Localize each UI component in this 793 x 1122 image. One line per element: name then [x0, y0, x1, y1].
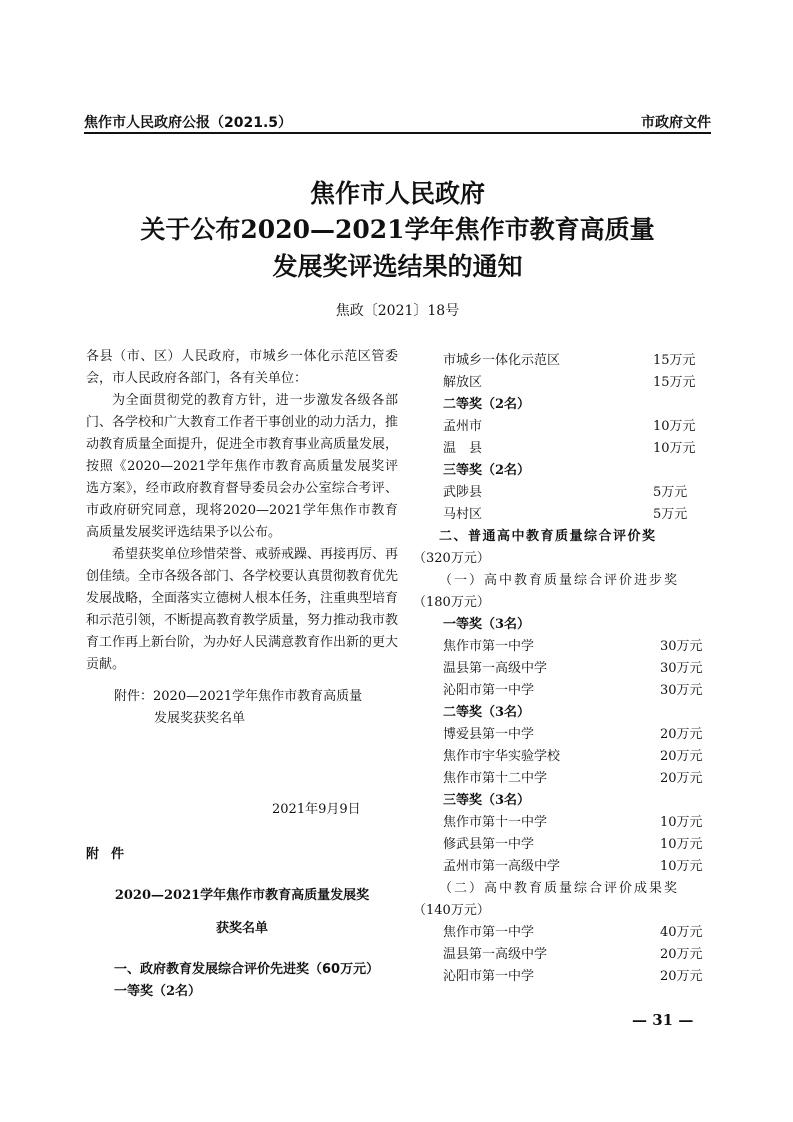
award-name: 温县第一高级中学 — [443, 661, 548, 676]
award-row — [413, 504, 713, 526]
award-name: 焦作市第一中学 — [443, 639, 535, 654]
title-line-3: 发展奖评选结果的通知 — [272, 252, 523, 281]
award-amount: 20万元 — [660, 749, 703, 764]
header-rule — [84, 132, 711, 134]
attachment-line-2: 发展奖获奖名单 — [154, 711, 246, 726]
running-header — [84, 110, 711, 132]
award-row — [413, 856, 713, 878]
award-row — [413, 372, 713, 394]
award-name: 孟州市第一高级中学 — [443, 859, 561, 874]
section-2-heading: 二、普通高中教育质量综合评价奖 — [439, 529, 657, 544]
award-amount: 30万元 — [660, 639, 703, 654]
title-line-2: 关于公布2020—2021学年焦作市教育高质量 — [140, 215, 655, 244]
award-row — [413, 812, 713, 834]
award-name: 焦作市第十二中学 — [443, 771, 548, 786]
award-amount: 10万元 — [660, 815, 703, 830]
title-line-1: 焦作市人民政府 — [309, 179, 485, 208]
award-name: 孟州市 — [443, 419, 483, 434]
award-amount: 30万元 — [660, 683, 703, 698]
award-name: 马村区 — [443, 507, 483, 522]
award-amount: 10万元 — [660, 837, 703, 852]
attachment-label: 附件 — [86, 847, 137, 862]
award-amount: 20万元 — [660, 771, 703, 786]
page-number: — 31 — — [632, 1011, 694, 1029]
award-row — [413, 944, 713, 966]
issue-date: 2021年9月9日 — [272, 802, 361, 817]
paragraph-1: 为全面贯彻党的教育方针，进一步激发各级各部门、各学校和广大教育工作者干事创业的动力活力，推动教育质量全面提升，促进全市教育事业高质量发展，按照《2020—2021学年焦作市教育高质量发展奖评选方案》，经市政府教育督导委员会办公室综合考评、市政府研究同意，现将2020—2021学年焦作市教育高质量发展奖评选结果予以公布。 — [86, 393, 399, 540]
award-row — [413, 636, 713, 658]
award-amount: 30万元 — [660, 661, 703, 676]
left-column — [86, 346, 398, 730]
award-row — [413, 768, 713, 790]
tier-heading: 三等奖（3名） — [443, 793, 531, 808]
award-row — [413, 724, 713, 746]
award-name: 沁阳市第一中学 — [443, 683, 535, 698]
award-amount: 10万元 — [660, 859, 703, 874]
award-row — [413, 658, 713, 680]
award-amount: 15万元 — [653, 375, 696, 390]
award-amount: 15万元 — [653, 353, 696, 368]
award-row — [413, 350, 713, 372]
award-row — [413, 680, 713, 702]
right-column — [413, 350, 713, 988]
award-name: 焦作市第一中学 — [443, 925, 535, 940]
award-row — [413, 416, 713, 438]
award-row — [413, 746, 713, 768]
tier-heading: 二等奖（3名） — [443, 705, 531, 720]
award-name: 沁阳市第一中学 — [443, 969, 535, 984]
subsection-2-heading-cont: （140万元） — [413, 903, 490, 918]
salutation: 各县（市、区）人民政府，市城乡一体化示范区管委会，市人民政府各部门，各有关单位： — [86, 349, 398, 386]
award-row — [413, 966, 713, 988]
subsection-2-heading: （二）高中教育质量综合评价成果奖 — [439, 881, 680, 896]
award-amount: 40万元 — [660, 925, 703, 940]
section-1-heading: 一、政府教育发展综合评价先进奖（60万元） — [114, 962, 380, 977]
attachment-title-line-1: 2020—2021学年焦作市教育高质量发展奖 — [114, 888, 370, 903]
award-amount: 10万元 — [653, 419, 696, 434]
award-name: 博爱县第一中学 — [443, 727, 535, 742]
award-row — [413, 482, 713, 504]
section-2-heading-cont: （320万元） — [413, 551, 490, 566]
award-name: 市城乡一体化示范区 — [443, 353, 561, 368]
award-name: 武陟县 — [443, 485, 483, 500]
tier-heading: 三等奖（2名） — [443, 463, 531, 478]
section-label: 市政府文件 — [641, 115, 711, 131]
award-amount: 20万元 — [660, 727, 703, 742]
award-name: 修武县第一中学 — [443, 837, 535, 852]
tier-heading: 二等奖（2名） — [443, 397, 531, 412]
award-name: 解放区 — [443, 375, 483, 390]
attachment-title-line-2: 获奖名单 — [215, 921, 268, 936]
award-row — [413, 922, 713, 944]
award-amount: 20万元 — [660, 969, 703, 984]
award-amount: 20万元 — [660, 947, 703, 962]
award-name: 焦作市宇华实验学校 — [443, 749, 561, 764]
award-amount: 10万元 — [653, 441, 696, 456]
award-row — [413, 438, 713, 460]
award-amount: 5万元 — [653, 507, 688, 522]
section-1-tier-1: 一等奖（2名） — [114, 984, 202, 999]
award-row — [413, 834, 713, 856]
award-name: 温 县 — [443, 441, 483, 456]
document-number: 焦政〔2021〕18号 — [335, 303, 460, 319]
award-amount: 5万元 — [653, 485, 688, 500]
subsection-1-heading: （一）高中教育质量综合评价进步奖 — [439, 573, 680, 588]
award-name: 焦作市第十一中学 — [443, 815, 548, 830]
award-name: 温县第一高级中学 — [443, 947, 548, 962]
subsection-1-heading-cont: （180万元） — [413, 595, 490, 610]
attachment-line-1: 附件：2020—2021学年焦作市教育高质量 — [114, 689, 363, 704]
publication-name: 焦作市人民政府公报（2021.5） — [84, 115, 293, 131]
tier-heading: 一等奖（3名） — [443, 617, 531, 632]
paragraph-2: 希望获奖单位珍惜荣誉、戒骄戒躁、再接再厉、再创佳绩。全市各级各部门、各学校要认真贯彻教育优先发展战略，全面落实立德树人根本任务，注重典型培育和示范引领，不断提高教育教学质量，努力推动我市教育工作再上新台阶，为办好人民满意教育作出新的更大贡献。 — [86, 547, 399, 672]
